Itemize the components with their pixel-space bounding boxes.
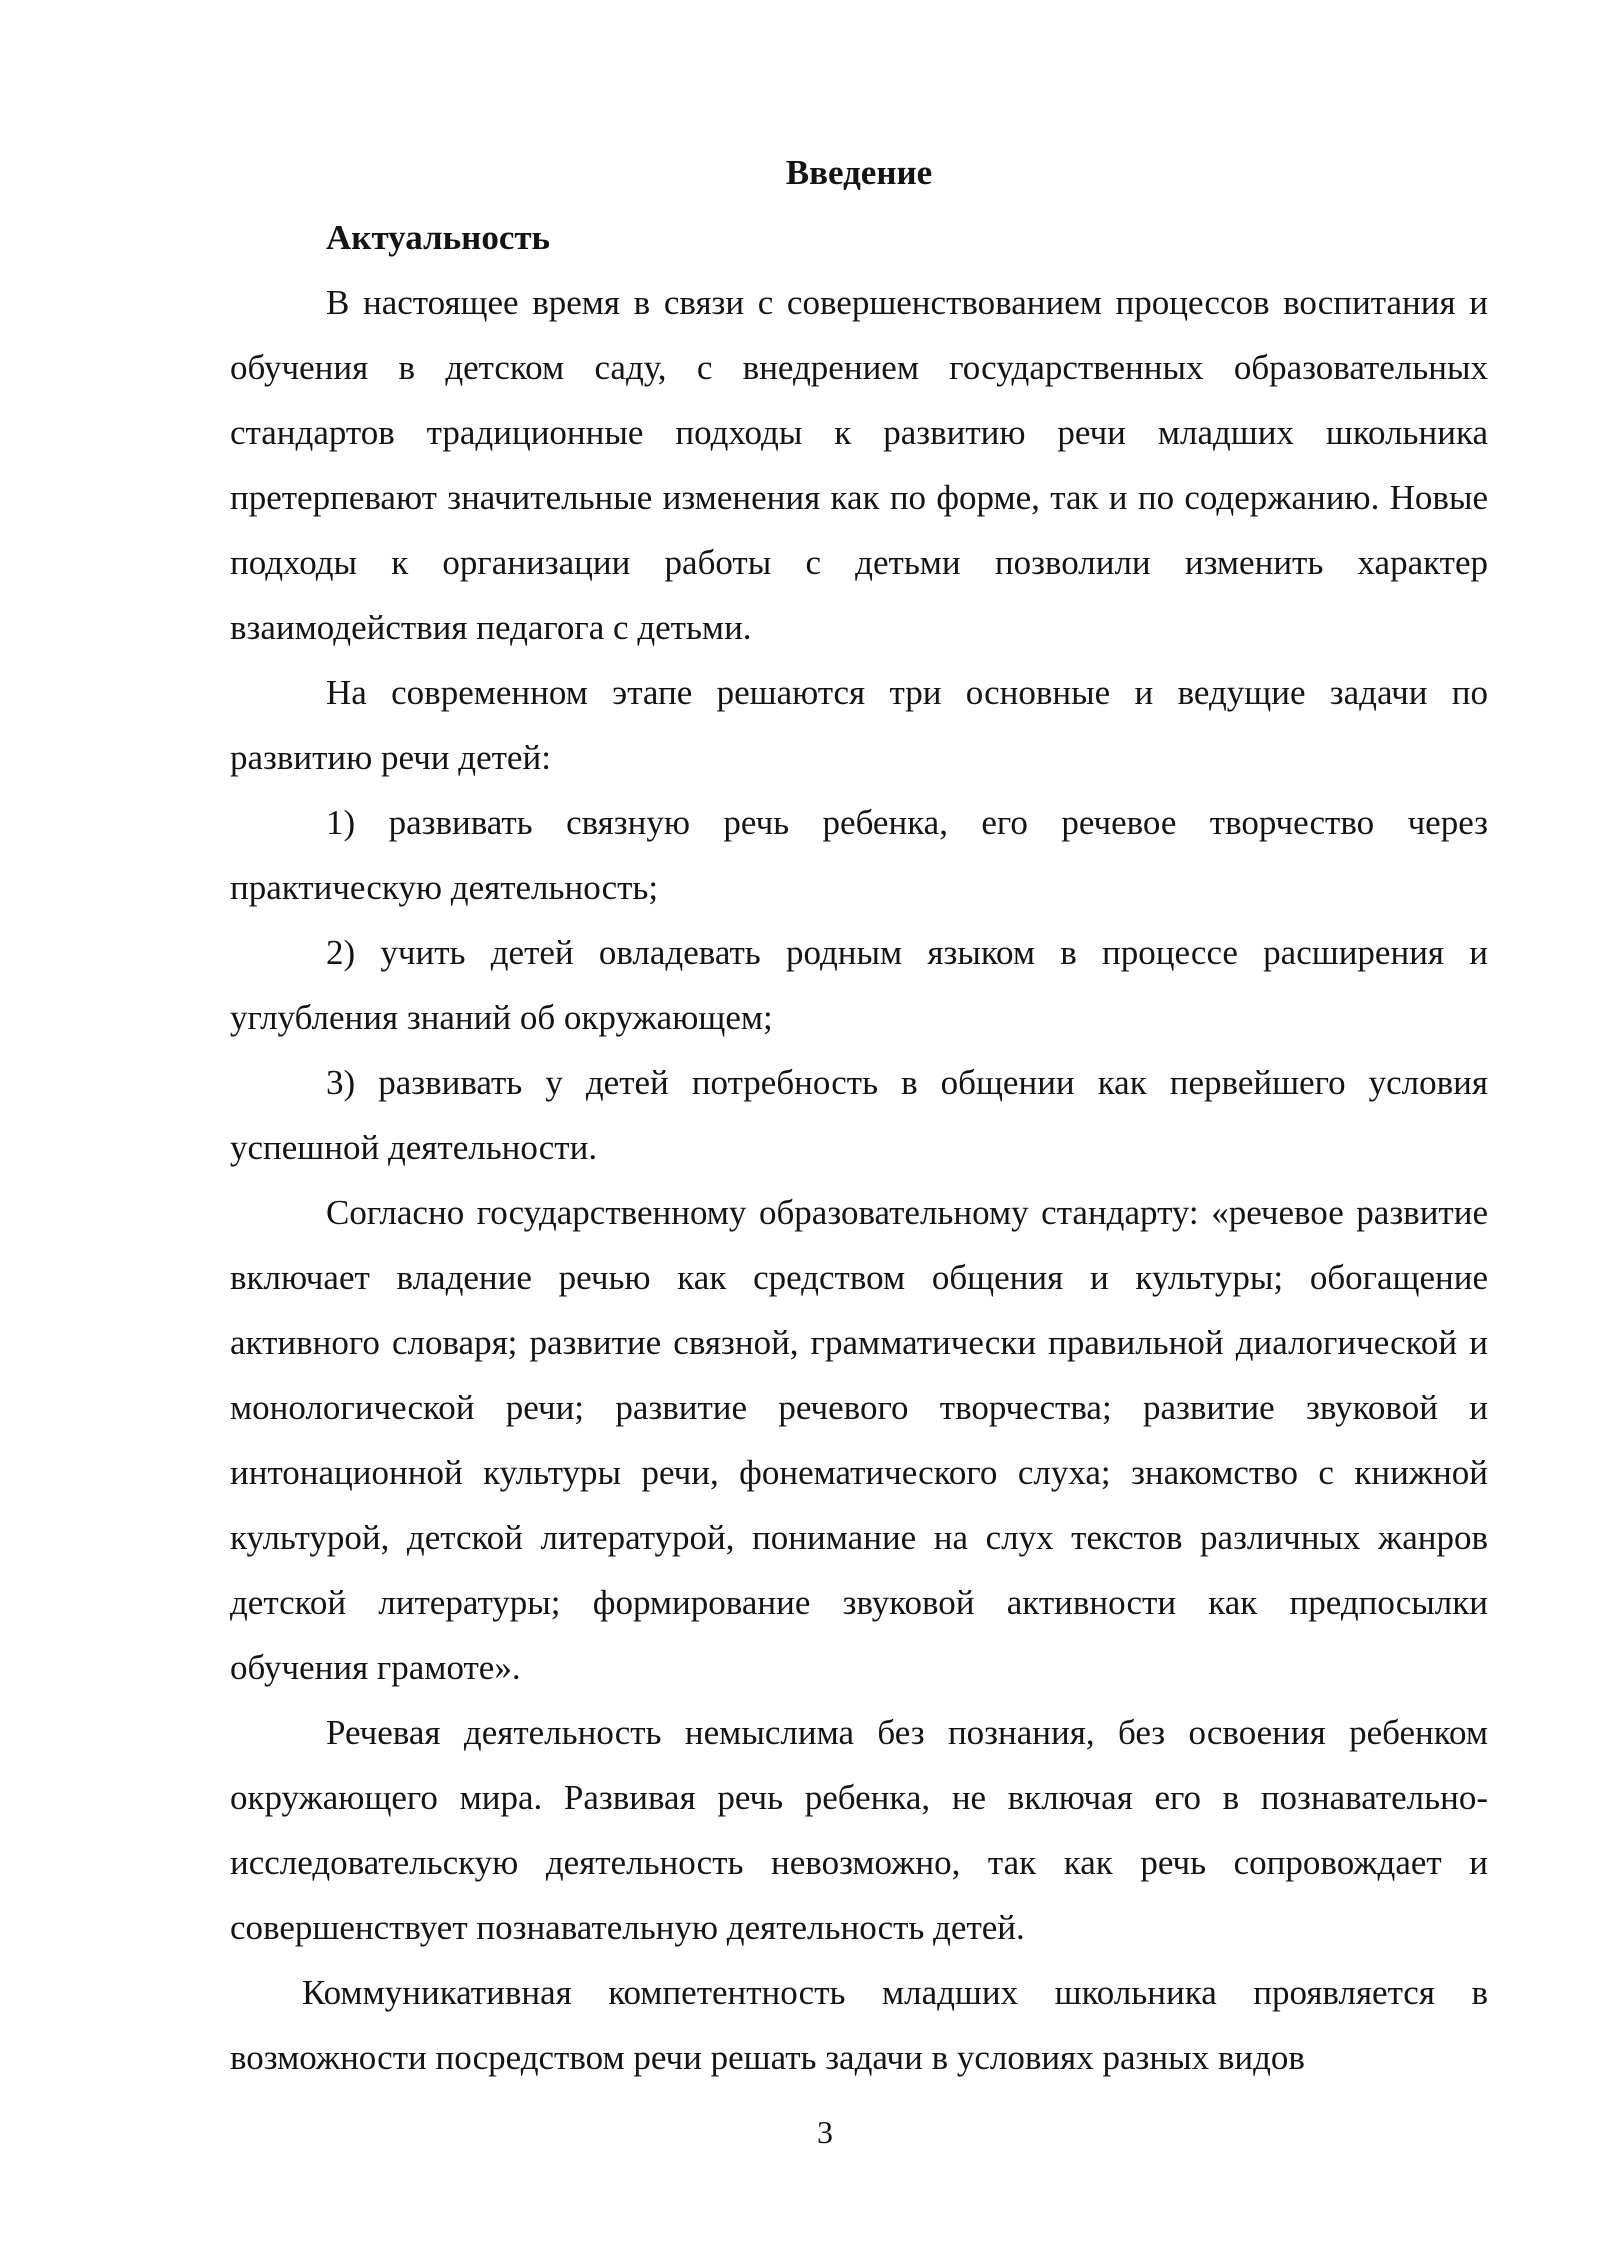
list-item-task-3: 3) развивать у детей потребность в общении как первейшего условия успешной деятельности. (230, 1063, 1488, 1167)
list-item-task-2: 2) учить детей овладевать родным языком в процессе расширения и углубления знаний об окружающем; (230, 933, 1488, 1037)
paragraph-intro: В настоящее время в связи с совершенствованием процессов воспитания и обучения в детском саду, с внедрением государственных образовательных стандартов традиционные подходы к развитию речи младших школьника претерпевают значительные изменения как по форме, так и по содержанию. Новые подходы к организации работы с детьми позволили изменить характер взаимодействия педагога с детьми. (230, 283, 1488, 647)
paragraph-speech-activity: Речевая деятельность немыслима без познания, без освоения ребенком окружающего мира. Развивая речь ребенка, не включая его в познавательно-исследовательскую деятельность невозможно, так как речь сопровождает и совершенствует познавательную деятельность детей. (230, 1713, 1488, 1947)
subsection-heading: Актуальность (326, 218, 551, 257)
paragraph-tasks-intro: На современном этапе решаются три основные и ведущие задачи по развитию речи детей: (230, 673, 1488, 777)
page-number: 3 (817, 2114, 833, 2150)
paragraph-standard-quote: Согласно государственному образовательному стандарту: «речевое развитие включает владение речью как средством общения и культуры; обогащение активного словаря; развитие связной, грамматически правильной диалогической и монологической речи; развитие речевого творчества; развитие звуковой и интонационной культуры речи, фонематического слуха; знакомство с книжной культурой, детской литературой, понимание на слух текстов различных жанров детской литературы; формирование звуковой активности как предпосылки обучения грамоте». (230, 1193, 1488, 1687)
paragraph-communicative-competence: Коммуникативная компетентность младших школьника проявляется в возможности посредством речи решать задачи в условиях разных видов (230, 1973, 1488, 2077)
document-page (230, 140, 1488, 2090)
section-heading: Введение (785, 153, 933, 192)
list-item-task-1: 1) развивать связную речь ребенка, его речевое творчество через практическую деятельность; (230, 803, 1488, 907)
